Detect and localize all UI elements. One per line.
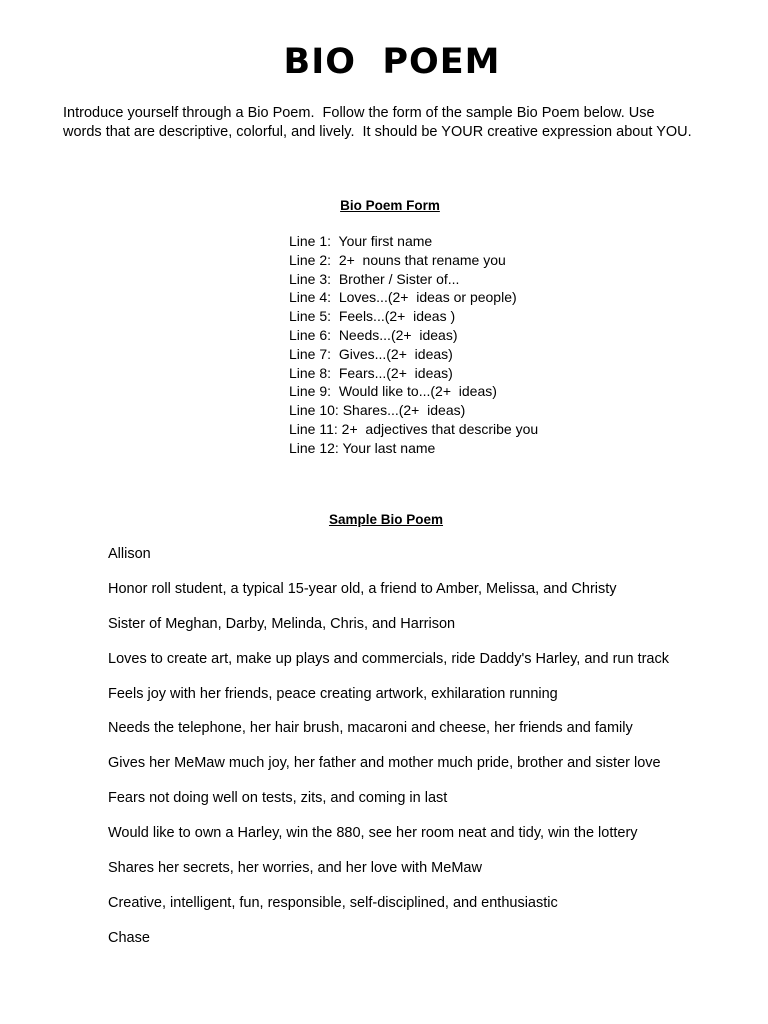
form-line: Line 2: 2+ nouns that rename you [289, 251, 506, 268]
intro-line: words that are descriptive, colorful, and lively. It should be YOUR creative expression about YOU. [63, 124, 692, 140]
sample-poem-line: Feels joy with her friends, peace creating artwork, exhilaration running [108, 685, 558, 702]
sample-poem-line: Fears not doing well on tests, zits, and coming in last [108, 790, 448, 807]
intro-paragraph [63, 104, 743, 142]
sample-poem-line: Chase [108, 929, 150, 946]
form-line: Line 1: Your first name [289, 233, 433, 249]
sample-poem-line: Sister of Meghan, Darby, Melinda, Chris, and Harrison [108, 615, 456, 632]
sample-poem-line: Needs the telephone, her hair brush, macaroni and cheese, her friends and family [108, 720, 633, 737]
sample-poem-line: Allison [108, 546, 151, 562]
sample-poem-line: Loves to create art, make up plays and commercials, ride Daddy's Harley, and run track [108, 650, 669, 667]
form-heading: Bio Poem Form [340, 198, 440, 213]
form-line: Line 6: Needs...(2+ ideas) [289, 326, 458, 343]
form-line: Line 5: Feels...(2+ ideas ) [289, 308, 456, 325]
form-line: Line 3: Brother / Sister of... [289, 270, 460, 287]
sample-heading: Sample Bio Poem [328, 512, 444, 527]
sample-poem-line: Would like to own a Harley, win the 880, see her room neat and tidy, win the lottery [108, 825, 638, 842]
form-lines-list [289, 232, 538, 458]
form-line: Line 11: 2+ adjectives that describe you [289, 420, 539, 437]
form-line: Line 9: Would like to...(2+ ideas) [289, 383, 497, 400]
form-line: Line 4: Loves...(2+ ideas or people) [289, 289, 517, 306]
sample-poem-line: Honor roll student, a typical 15-year old, a friend to Amber, Melissa, and Christy [108, 580, 617, 597]
sample-poem-list [108, 545, 669, 964]
sample-poem-line: Gives her MeMaw much joy, her father and mother much pride, brother and sister love [108, 755, 661, 772]
form-line: Line 12: Your last name [289, 439, 436, 456]
form-line: Line 10: Shares...(2+ ideas) [289, 402, 466, 419]
page-title: BIO POEM [283, 42, 501, 82]
sample-poem-line: Shares her secrets, her worries, and her love with MeMaw [108, 860, 482, 877]
intro-line: Introduce yourself through a Bio Poem. Follow the form of the sample Bio Poem below. Use [63, 105, 655, 121]
sample-poem-line: Creative, intelligent, fun, responsible, self-disciplined, and enthusiastic [108, 894, 558, 911]
form-line: Line 7: Gives...(2+ ideas) [289, 345, 453, 362]
form-line: Line 8: Fears...(2+ ideas) [289, 364, 453, 381]
